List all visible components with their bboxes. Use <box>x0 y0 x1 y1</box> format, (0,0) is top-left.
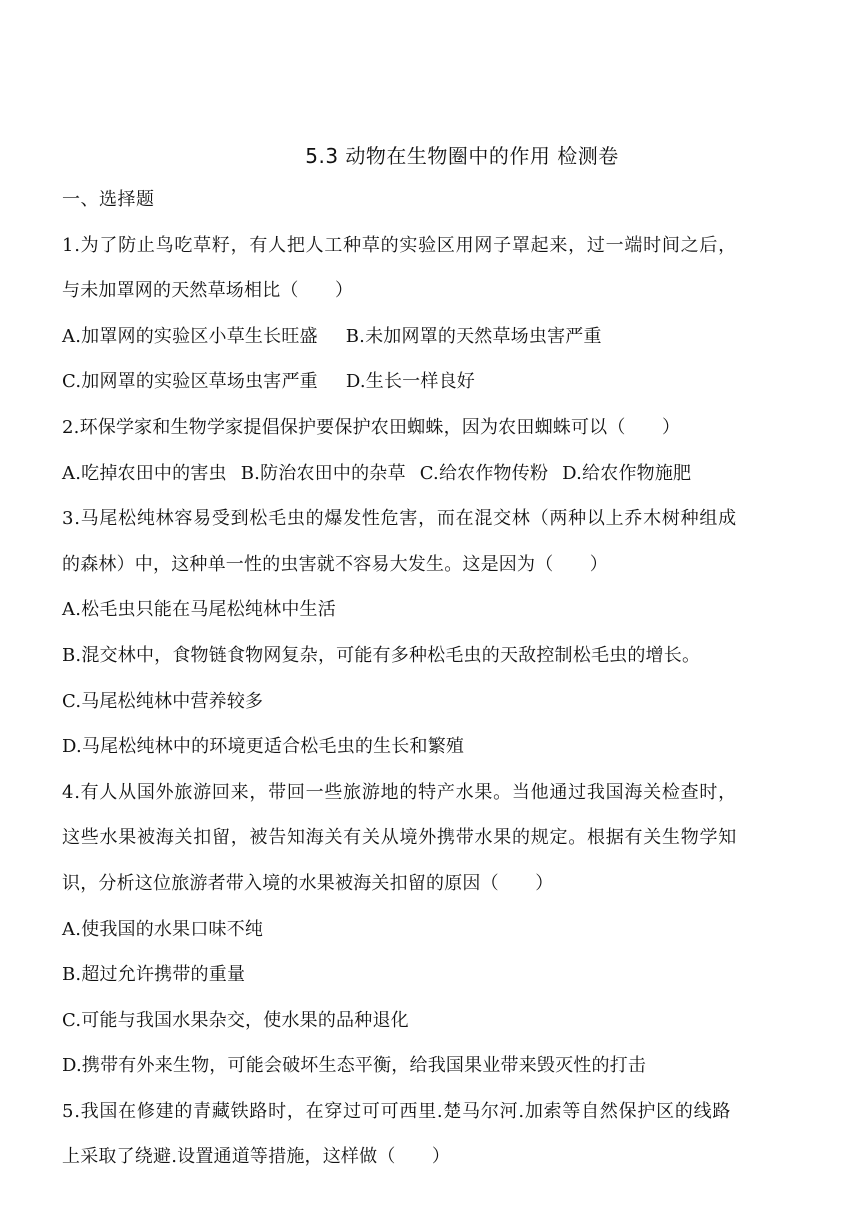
question-3-option-a: A.松毛虫只能在马尾松纯林中生活 <box>62 599 336 621</box>
section-heading: 一、选择题 <box>62 189 155 210</box>
question-1-options-row-2 <box>62 366 808 412</box>
question-list <box>62 184 808 1187</box>
question-4-stem-line-1: 4.有人从国外旅游回来，带回一些旅游地的特产水果。当他通过我国海关检查时， <box>62 781 737 803</box>
question-3-stem-line-2: 的森林）中，这种单一性的虫害就不容易大发生。这是因为（ ） <box>62 553 608 575</box>
question-2-option-c: C.给农作物传粉 <box>419 462 549 484</box>
question-4-stem-line-3: 识，分析这位旅游者带入境的水果被海关扣留的原因（ ） <box>62 872 554 894</box>
question-4-stem-line-2: 这些水果被海关扣留，被告知海关有关从境外携带水果的规定。根据有关生物学知 <box>62 827 737 849</box>
question-3-option-b: B.混交林中，食物链食物网复杂，可能有多种松毛虫的天敌控制松毛虫的增长。 <box>62 644 701 666</box>
question-4-option-d: D.携带有外来生物，可能会破坏生态平衡，给我国果业带来毁灭性的打击 <box>62 1055 647 1077</box>
question-4-option-c: C.可能与我国水果杂交，使水果的品种退化 <box>62 1009 409 1031</box>
question-5-stem-line-1: 5.我国在修建的青藏铁路时，在穿过可可西里.楚马尔河.加索等自然保护区的线路 <box>62 1100 732 1122</box>
question-2-option-a: A.吃掉农田中的害虫 <box>62 462 227 484</box>
question-1-option-a: A.加罩网的实验区小草生长旺盛 <box>62 325 318 347</box>
question-5-stem-line-2: 上采取了绕避.设置通道等措施，这样做（ ） <box>62 1146 451 1168</box>
question-4-option-a: A.使我国的水果口味不纯 <box>62 918 264 940</box>
question-1-stem-line-1: 1.为了防止鸟吃草籽，有人把人工种草的实验区用网子罩起来，过一端时间之后， <box>62 234 737 256</box>
question-2-option-d: D.给农作物施肥 <box>562 462 692 484</box>
question-1-option-d: D.生长一样良好 <box>345 371 475 393</box>
question-4-option-b: B.超过允许携带的重量 <box>62 964 246 986</box>
question-2-option-b: B.防治农田中的杂草 <box>240 462 406 484</box>
question-1-options-row-1 <box>62 321 808 367</box>
question-2-stem: 2.环保学家和生物学家提倡保护要保护农田蜘蛛，因为农田蜘蛛可以（ ） <box>62 416 681 438</box>
question-2-options-row <box>62 458 808 504</box>
question-3-stem-line-1: 3.马尾松纯林容易受到松毛虫的爆发性危害，而在混交林（两种以上乔木树种组成 <box>62 508 737 530</box>
question-1-option-c: C.加网罩的实验区草场虫害严重 <box>62 371 318 393</box>
question-1-stem-line-2: 与未加罩网的天然草场相比（ ） <box>62 280 354 302</box>
question-3-option-c: C.马尾松纯林中营养较多 <box>62 690 264 712</box>
document-title: 5.3 动物在生物圈中的作用 检测卷 <box>305 144 619 168</box>
question-3-option-d: D.马尾松纯林中的环境更适合松毛虫的生长和繁殖 <box>62 736 465 758</box>
question-1-option-b: B.未加网罩的天然草场虫害严重 <box>345 325 602 347</box>
